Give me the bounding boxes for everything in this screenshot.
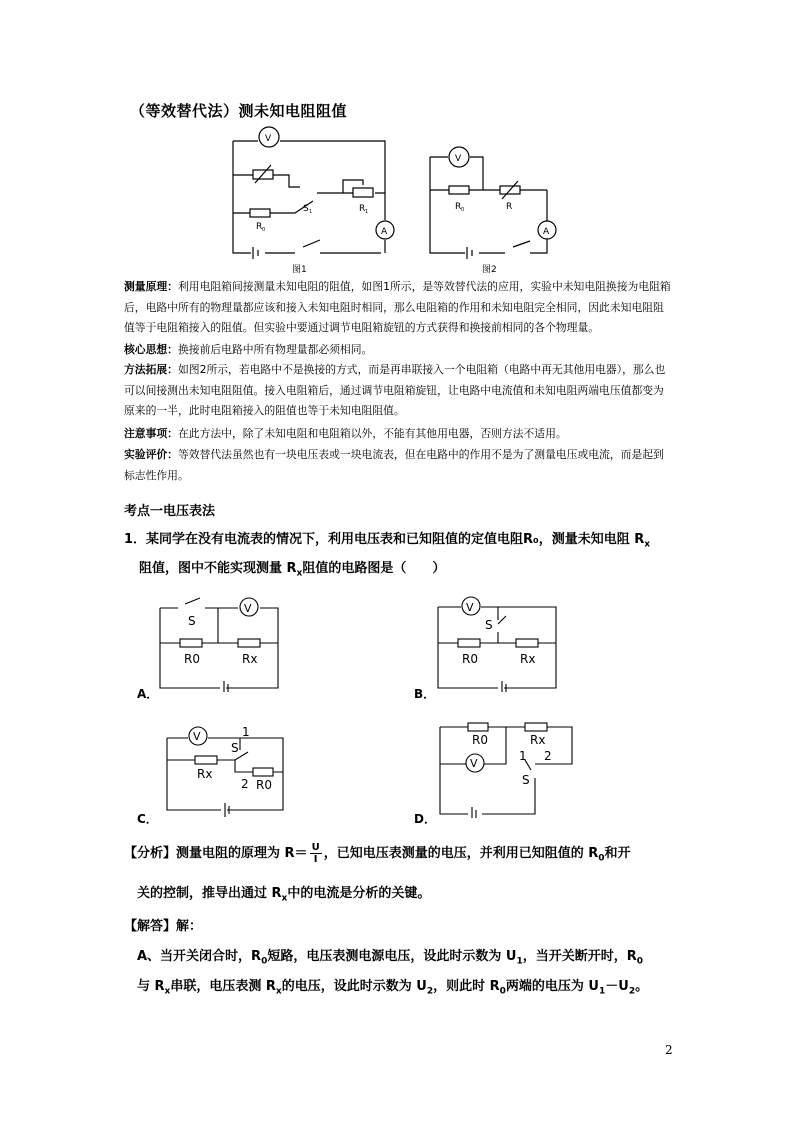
- fig2-r0: [449, 186, 469, 194]
- option-d-s: S: [522, 773, 530, 787]
- analysis-line-2: [137, 882, 697, 904]
- sol-l2e: 两端的电压为 U: [505, 979, 599, 994]
- option-b-rx: Rx: [520, 652, 536, 666]
- option-a-s: S: [188, 614, 196, 628]
- analysis-text-2: ，已知电压表测量的电压，并利用已知阻值的 R: [323, 846, 599, 861]
- fig1-a-label: A: [381, 227, 388, 237]
- section-heading: 考点一电压表法: [124, 504, 216, 519]
- analysis-sub-0: 0: [598, 853, 605, 864]
- sol-l2s5: 1: [598, 986, 606, 997]
- fig1-caption: 图1: [292, 265, 307, 275]
- question-line-1-text: 1．某同学在没有电流表的情况下，利用电压表和已知阻值的定值电阻R₀，测量未知电阻 R: [124, 532, 645, 547]
- sol-l2d: ，则此时 R: [433, 979, 500, 994]
- para-extension-label: 方法拓展：: [124, 363, 178, 376]
- sol-l1s: 0: [261, 956, 268, 967]
- para-principle: [124, 277, 674, 339]
- option-d-n2: 2: [544, 749, 552, 763]
- para-principle-label: 测量原理：: [124, 280, 178, 293]
- option-d-v: V: [470, 757, 478, 770]
- fig1-s-sub: 1: [309, 209, 313, 215]
- option-b-label: B．: [414, 687, 436, 701]
- analysis-line-2b: 中的电流是分析的关键。: [287, 886, 431, 901]
- sol-l2c: 的电压，设此时示数为 U: [281, 979, 427, 994]
- option-c-v: V: [193, 730, 201, 743]
- sol-l1s3: 0: [636, 956, 643, 967]
- option-b-r0: R0: [462, 652, 478, 666]
- option-a-v: V: [244, 602, 252, 615]
- analysis-line-2-sub: x: [281, 893, 288, 904]
- para-evaluation-text: 等效替代法虽然也有一块电压表或一块电流表，但在电路中的作用不是为了测量电压或电流，而是起到标志性作用。: [124, 448, 664, 482]
- question-line-2a: 阻值，图中不能实现测量 R: [139, 561, 297, 576]
- para-core-text: 换接前后电路中所有物理量都必须相同。: [177, 343, 373, 356]
- sol-l2f: －U: [605, 979, 629, 994]
- top-circuit-figures: [225, 125, 565, 275]
- sol-l1b: 短路，电压表测电源电压，设此时示数为 U: [267, 949, 517, 964]
- solution-line-2: [137, 975, 697, 997]
- analysis-line-1: [124, 842, 684, 865]
- option-c-n1: 1: [242, 725, 250, 739]
- option-b-circuit: [428, 592, 568, 692]
- question-line-2-sub: x: [296, 568, 303, 579]
- option-c-r0: R0: [256, 778, 272, 792]
- option-d-circuit: [430, 718, 580, 818]
- question-line-1: [124, 528, 684, 557]
- option-c-rx: Rx: [197, 767, 213, 781]
- sol-l1c: ，当开关断开时，R: [522, 949, 637, 964]
- question-line-2b: 阻值的电路图是（ ）: [302, 561, 446, 576]
- fig2-r0-sub: 0: [461, 207, 465, 213]
- sol-l2b: 串联，电压表测 R: [170, 979, 276, 994]
- sol-l2g: 。: [635, 979, 649, 994]
- fig1-r1: [353, 188, 373, 197]
- option-c-s: S: [231, 741, 239, 755]
- sol-l1s2: 1: [516, 956, 523, 967]
- option-b-v: V: [466, 601, 474, 614]
- option-d-rx: Rx: [530, 733, 546, 747]
- page-title: （等效替代法）测未知电阻阻值: [130, 102, 348, 120]
- analysis-text-1: 测量电阻的原理为 R＝: [176, 846, 308, 861]
- option-c-label: C．: [137, 812, 158, 826]
- fig1-s-label: S: [303, 204, 309, 214]
- analysis-fraction: [310, 842, 322, 865]
- fig1-r0: [250, 209, 270, 217]
- fig2-a-label: A: [543, 227, 550, 237]
- fig1-r0-sub: 0: [262, 227, 266, 233]
- option-a-r0: R0: [184, 652, 200, 666]
- option-c-n2: 2: [241, 777, 249, 791]
- fig1-r1-sub: 1: [365, 209, 369, 215]
- solution-line-1: [137, 945, 697, 967]
- fig1-r1-label: R: [359, 204, 366, 214]
- analysis-line-2a: 关的控制，推导出通过 R: [137, 886, 282, 901]
- page-number: 2: [665, 1043, 673, 1057]
- option-c-circuit: [155, 722, 295, 817]
- fig2-r0-label: R: [455, 202, 462, 212]
- option-a-label: A．: [137, 687, 159, 701]
- question-line-2: [139, 557, 699, 586]
- para-evaluation-label: 实验评价：: [124, 448, 178, 461]
- option-d-label: D．: [414, 812, 436, 826]
- fig2-v-label: V: [455, 154, 462, 164]
- fraction-denominator: I: [313, 854, 318, 865]
- option-d-r0: R0: [472, 733, 488, 747]
- sol-l2s2: x: [275, 986, 282, 997]
- option-d-n1: 1: [519, 749, 527, 763]
- para-notes: [124, 424, 674, 445]
- sol-l2s4: 0: [499, 986, 506, 997]
- fraction-numerator: U: [311, 842, 320, 853]
- para-extension-text: 如图2所示，若电路中不是换接的方式，而是再串联接入一个电阻箱（电路中再无其他用电器），那么也可以间接测出未知电阻阻值。接入电阻箱后，通过调节电阻箱旋钮，让电路中电流值和未知电阻两端电压值都变为原来的一半，此时电阻箱接入的阻值也等于未知电阻阻值。: [124, 363, 666, 417]
- fig1-v-label: V: [265, 134, 272, 144]
- para-core: [124, 340, 674, 361]
- para-notes-label: 注意事项：: [124, 427, 178, 440]
- analysis-label: 【分析】: [124, 846, 177, 861]
- sol-l2a: 与 R: [137, 979, 165, 994]
- fig2-r-label: R: [506, 202, 513, 212]
- fig2-caption: 图2: [482, 265, 497, 275]
- fig1-r0-label: R: [256, 222, 263, 232]
- sol-l2s6: 2: [628, 986, 636, 997]
- para-core-label: 核心思想：: [124, 343, 178, 356]
- para-notes-text: 在此方法中，除了未知电阻和电阻箱以外，不能有其他用电器，否则方法不适用。: [177, 427, 567, 440]
- sol-l1a: A、当开关闭合时，R: [137, 949, 262, 964]
- question-line-1-sub: x: [644, 539, 651, 550]
- sol-l2s: x: [164, 986, 171, 997]
- solution-label: 【解答】解：: [124, 919, 203, 934]
- para-extension: [124, 360, 674, 422]
- para-evaluation: [124, 445, 674, 486]
- analysis-text-3: 和开: [604, 846, 631, 861]
- option-b-s: S: [485, 618, 493, 632]
- option-a-rx: Rx: [242, 652, 258, 666]
- option-a-circuit: [150, 592, 290, 692]
- para-principle-text: 利用电阻箱间接测量未知电阻的阻值，如图1所示，是等效替代法的应用，实验中未知电阻换接为电阻箱后，电路中所有的物理量都应该和接入未知电阻时相同，那么电阻箱的作用和未知电阻完全相同，因此未知电阻阻值等于电阻箱接入的阻值。但实验中要通过调节电阻箱旋钮的方式获得和换接前相同的各个物理量。: [124, 280, 671, 334]
- sol-l2s3: 2: [426, 986, 434, 997]
